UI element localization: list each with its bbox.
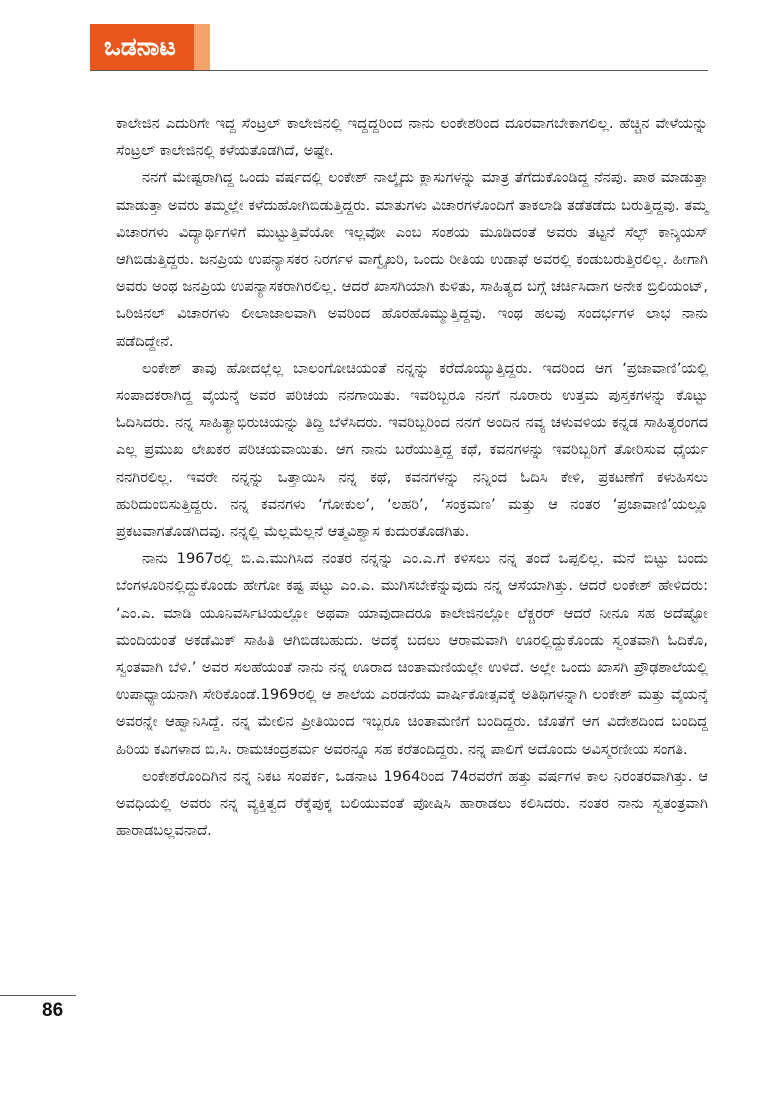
paragraph-1: ಕಾಲೇಜಿನ ಎದುರಿಗೇ ಇದ್ದ ಸೆಂಟ್ರಲ್ ಕಾಲೇಜಿನಲ್ಲಿ ಇದ್ದದ್ದರಿಂದ ನಾನು ಲಂಕೇಶರಿಂದ ದೂರವಾಗಬೇಕಾಗಲಿಲ್ಲ. ಹೆಚ್ಚಿನ ವೇಳೆಯನ್ನು ಸೆಂಟ್ರಲ್ ಕಾಲೇಜಿನಲ್ಲಿ ಕಳೆಯತೊಡಗಿದೆ, ಅಷ್ಟೇ. xyxy=(116,115,708,160)
paragraph-3: ಲಂಕೇಶ್ ತಾವು ಹೋದಲ್ಲೆಲ್ಲ ಬಾಲಂಗೋಚಿಯಂತೆ ನನ್ನನ್ನು ಕರೆದೊಯ್ಯುತ್ತಿದ್ದರು. ಇದರಿಂದ ಆಗ ‘ಪ್ರಜಾವಾಣಿ’ಯಲ್ಲಿ ಸಂಪಾದಕರಾಗಿದ್ದ ವೈಯನ್ಕೆ ಅವರ ಪರಿಚಯ ನನಗಾಯಿತು. ಇವರಿಬ್ಬರೂ ನನಗೆ ನೂರಾರು ಉತ್ತಮ ಪುಸ್ತಕಗಳನ್ನು ಕೊಟ್ಟು ಓದಿಸಿದರು. ನನ್ನ ಸಾಹಿತ್ಯಾಭಿರುಚಿಯನ್ನು ತಿದ್ದಿ ಬೆಳೆಸಿದರು. ಇವರಿಬ್ಬರಿಂದ ನನಗೆ ಅಂದಿನ ನವ್ಯ ಚಳುವಳಿಯ ಕನ್ನಡ ಸಾಹಿತ್ಯರಂಗದ ಎಲ್ಲ ಪ್ರಮುಖ ಲೇಖಕರ ಪರಿಚಯವಾಯಿತು. ಆಗ ನಾನು ಬರೆಯುತ್ತಿದ್ದ ಕಥೆ, ಕವನಗಳನ್ನು ಇವರಿಬ್ಬರಿಗೆ ತೋರಿಸುವ ಧೈರ್ಯ ನನಗಿರಲಿಲ್ಲ. ಇವರೇ ನನ್ನನ್ನು ಒತ್ತಾಯಿಸಿ ನನ್ನ ಕಥೆ, ಕವನಗಳನ್ನು ನನ್ನಿಂದ ಓದಿಸಿ ಕೇಳಿ, ಪ್ರಕಟಣೆಗೆ ಕಳುಹಿಸಲು ಹುರಿದುಂಬಿಸುತ್ತಿದ್ದರು. ನನ್ನ ಕವನಗಳು ‘ಗೋಕುಲ’, ‘ಲಹರಿ’, ‘ಸಂಕ್ರಮಣ’ ಮತ್ತು ಆ ನಂತರ ‘ಪ್ರಜಾವಾಣಿ’ಯಲ್ಲೂ ಪ್ರಕಟವಾಗತೊಡಗಿದವು. ನನ್ನಲ್ಲಿ ಮೆಲ್ಲಮೆಲ್ಲನೆ ಆತ್ಮವಿಶ್ವಾಸ ಕುದುರತೊಡಗಿತು. xyxy=(116,359,708,541)
section-title: ಒಡನಾಟ xyxy=(90,24,194,70)
header-rule xyxy=(90,70,708,71)
body-text xyxy=(116,110,708,844)
paragraph-4: ನಾನು 1967ರಲ್ಲಿ ಬಿ.ಎ.ಮುಗಿಸಿದ ನಂತರ ನನ್ನನ್ನು ಎಂ.ಎ.ಗೆ ಕಳಿಸಲು ನನ್ನ ತಂದೆ ಒಪ್ಪಲಿಲ್ಲ. ಮನೆ ಬಿಟ್ಟು ಬಂದು ಬೆಂಗಳೂರಿನಲ್ಲಿದ್ದುಕೊಂಡು ಹೇಗೋ ಕಷ್ಟ ಪಟ್ಟು ಎಂ.ಎ. ಮುಗಿಸಬೇಕೆನ್ನುವುದು ನನ್ನ ಆಸೆಯಾಗಿತ್ತು. ಆದರೆ ಲಂಕೇಶ್ ಹೇಳಿದರು: ‘ಎಂ.ಎ. ಮಾಡಿ ಯೂನಿವರ್ಸಿಟಿಯಲ್ಲೋ ಅಥವಾ ಯಾವುದಾದರೂ ಕಾಲೇಜಿನಲ್ಲೋ ಲೆಕ್ಚರರ್ ಆದರೆ ನೀನೂ ಸಹ ಅದೆಷ್ಟೋ ಮಂದಿಯಂತೆ ಅಕಡೆಮಿಕ್ ಸಾಹಿತಿ ಆಗಿಬಿಡಬಹುದು. ಅದಕ್ಕೆ ಬದಲು ಆರಾಮವಾಗಿ ಊರಲ್ಲಿದ್ದುಕೊಂಡು ಸ್ವಂತವಾಗಿ ಓದಿಕೊ, ಸ್ವಂತವಾಗಿ ಬೆಳಿ.’ ಅವರ ಸಲಹೆಯಂತೆ ನಾನು ನನ್ನ ಊರಾದ ಚಿಂತಾಮಣಿಯಲ್ಲೇ ಉಳಿದೆ. ಅಲ್ಲೇ ಒಂದು ಖಾಸಗಿ ಪ್ರೌಢಶಾಲೆಯಲ್ಲಿ ಉಪಾಧ್ಯಾಯನಾಗಿ ಸೇರಿಕೊಂಡೆ.1969ರಲ್ಲಿ ಆ ಶಾಲೆಯ ಎರಡನೆಯ ವಾರ್ಷಿಕೋತ್ಸವಕ್ಕೆ ಅತಿಥಿಗಳನ್ನಾಗಿ ಲಂಕೇಶ್ ಮತ್ತು ವೈಯನ್ಕೆ ಅವರನ್ನೇ ಆಹ್ವಾನಿಸಿದ್ದೆ. ನನ್ನ ಮೇಲಿನ ಪ್ರೀತಿಯಿಂದ ಇಬ್ಬರೂ ಚಿಂತಾಮಣಿಗೆ ಬಂದಿದ್ದರು. ಜೊತೆಗೆ ಆಗ ವಿದೇಶದಿಂದ ಬಂದಿದ್ದ ಹಿರಿಯ ಕವಿಗಳಾದ ಬಿ.ಸಿ. ರಾಮಚಂದ್ರಶರ್ಮ ಅವರನ್ನೂ ಸಹ ಕರೆತಂದಿದ್ದರು. ನನ್ನ ಪಾಲಿಗೆ ಅದೊಂದು ಅವಿಸ್ಮರಣೀಯ ಸಂಗತಿ. xyxy=(116,550,708,758)
paragraph-5: ಲಂಕೇಶರೊಂದಿಗಿನ ನನ್ನ ನಿಕಟ ಸಂಪರ್ಕ, ಒಡನಾಟ 1964ರಿಂದ 74ರವರೆಗೆ ಹತ್ತು ವರ್ಷಗಳ ಕಾಲ ನಿರಂತರವಾಗಿತ್ತು. ಆ ಅವಧಿಯಲ್ಲಿ ಅವರು ನನ್ನ ವ್ಯಕ್ತಿತ್ವದ ರೆಕ್ಕೆಪುಕ್ಕ ಬಲಿಯುವಂತೆ ಪೋಷಿಸಿ ಹಾರಾಡಲು ಕಲಿಸಿದರು. ನಂತರ ನಾನು ಸ್ವತಂತ್ರವಾಗಿ ಹಾರಾಡಬಲ್ಲವನಾದೆ. xyxy=(116,767,708,840)
header-accent-bar xyxy=(194,24,210,70)
page-number: 86 xyxy=(42,1000,64,1021)
paragraph-2: ನನಗೆ ಮೇಷ್ಟರಾಗಿದ್ದ ಒಂದು ವರ್ಷದಲ್ಲಿ ಲಂಕೇಶ್ ನಾಲ್ಕೈದು ಕ್ಲಾಸುಗಳನ್ನು ಮಾತ್ರ ತೆಗೆದುಕೊಂಡಿದ್ದ ನೆನಪು. ಪಾಠ ಮಾಡುತ್ತಾ ಮಾಡುತ್ತಾ ಅವರು ತಮ್ಮಲ್ಲೇ ಕಳೆದುಹೋಗಿಬಿಡುತ್ತಿದ್ದರು. ಮಾತುಗಳು ವಿಚಾರಗಳೊಂದಿಗೆ ತಾಕಲಾಡಿ ತಡೆತಡೆದು ಬರುತ್ತಿದ್ದವು. ತಮ್ಮ ವಿಚಾರಗಳು ವಿದ್ಯಾರ್ಥಿಗಳಿಗೆ ಮುಟ್ಟುತ್ತಿವೆಯೋ ಇಲ್ಲವೋ ಎಂಬ ಸಂಶಯ ಮೂಡಿದಂತೆ ಅವರು ತಟ್ಟನೆ ಸೆಲ್ಫ್ ಕಾನ್ಶಿಯಸ್ ಆಗಿಬಿಡುತ್ತಿದ್ದರು. ಜನಪ್ರಿಯ ಉಪನ್ಯಾಸಕರ ನಿರರ್ಗಳ ವಾಗ್ವೈಖರಿ, ಒಂದು ರೀತಿಯ ಉಡಾಫೆ ಅವರಲ್ಲಿ ಕಂಡುಬರುತ್ತಿರಲಿಲ್ಲ. ಹೀಗಾಗಿ ಅವರು ಅಂಥ ಜನಪ್ರಿಯ ಉಪನ್ಯಾಸಕರಾಗಿರಲಿಲ್ಲ. ಆದರೆ ಖಾಸಗಿಯಾಗಿ ಕುಳಿತು, ಸಾಹಿತ್ಯದ ಬಗ್ಗೆ ಚರ್ಚಿಸಿದಾಗ ಅನೇಕ ಬ್ರಿಲಿಯಂಟ್, ಒರಿಜಿನಲ್ ವಿಚಾರಗಳು ಲೀಲಾಜಾಲವಾಗಿ ಅವರಿಂದ ಹೊರಹೊಮ್ಮುತ್ತಿದ್ದವು. ಇಂಥ ಹಲವು ಸಂದರ್ಭಗಳ ಲಾಭ ನಾನು ಪಡೆದಿದ್ದೇನೆ. xyxy=(116,169,708,350)
footer-rule xyxy=(0,995,76,996)
